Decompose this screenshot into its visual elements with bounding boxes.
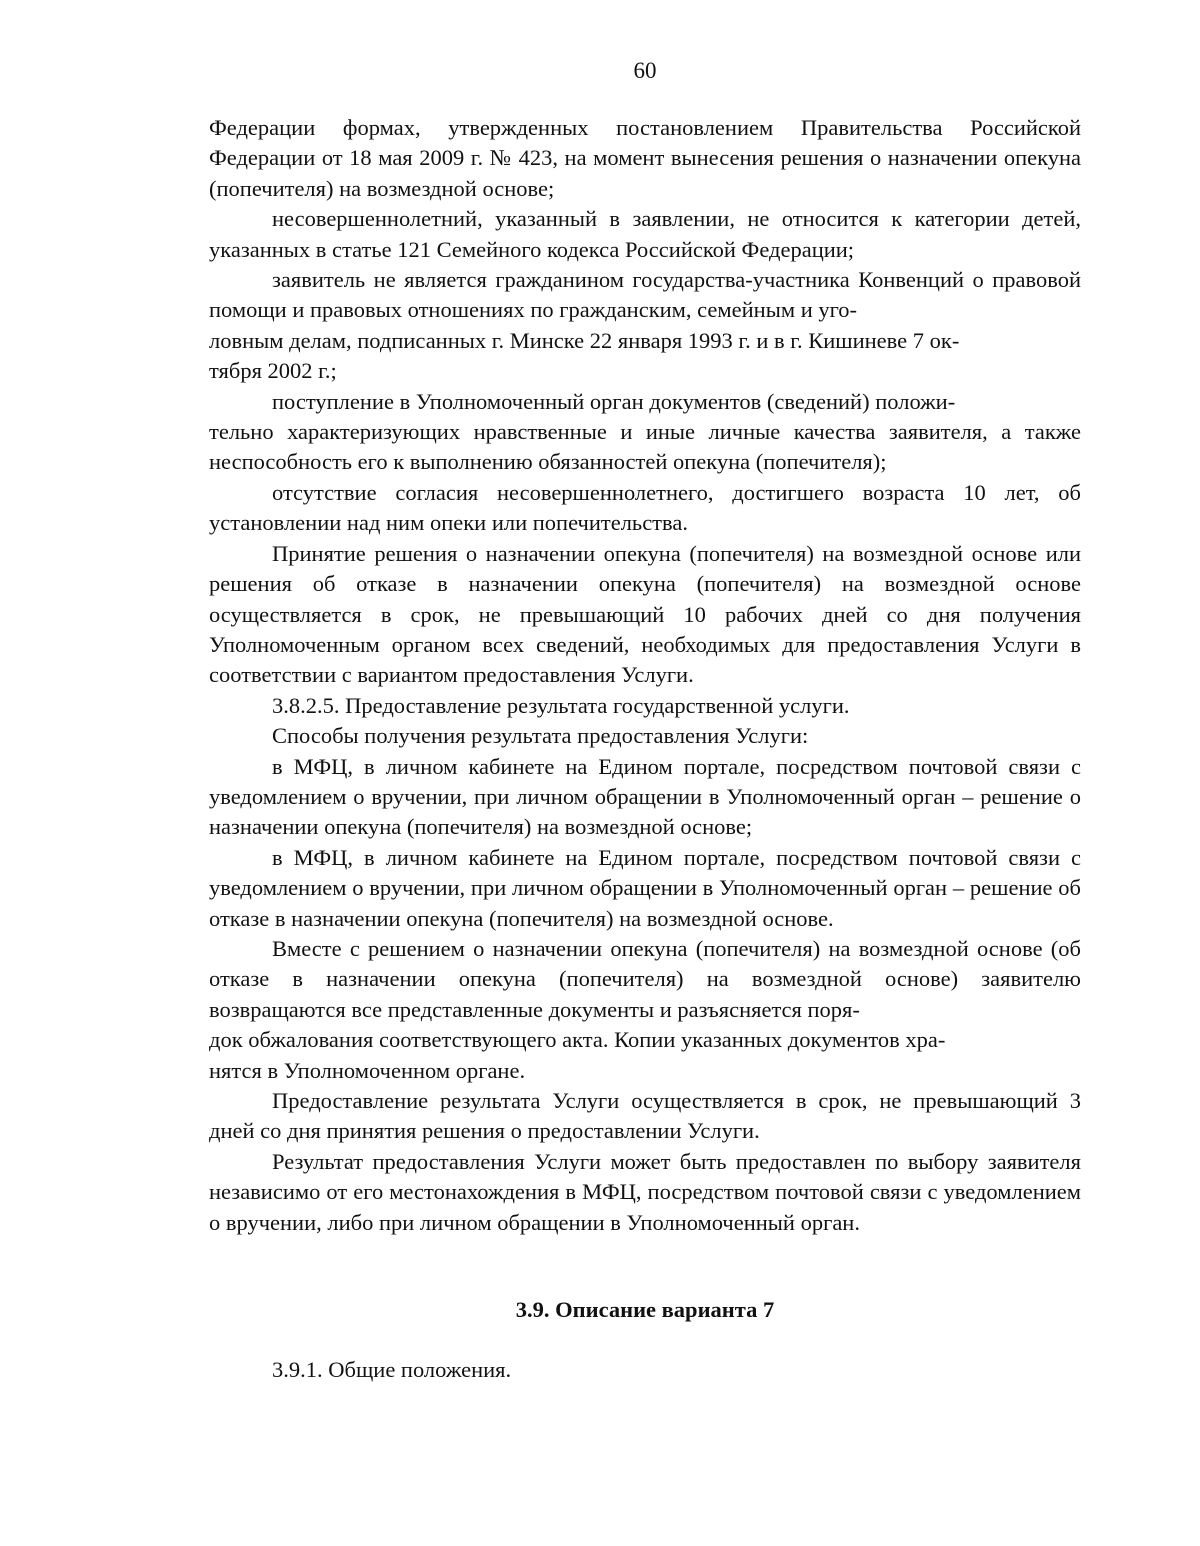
paragraph: Принятие решения о назначении опекуна (попечителя) на возмездной основе или решения об отказе в назначении опекуна (попечителя) на возмездной основе осуществляется в срок, не превышающий 10 рабочих дней со дня получения Уполномоченным органом всех сведений, необходимых для предоставления Услуги в соответствии с вариантом предоставления Услуги. (209, 540, 1081, 688)
page-number: 60 (633, 58, 657, 83)
subsection-heading: 3.9.1. Общие положения. (272, 1357, 512, 1382)
paragraph: поступление в Уполномоченный орган документов (сведений) положи- тельно характеризующих нравственные и иные личные качества заявителя, а также неспособность его к выполнению обязанностей опекуна (попечителя); (209, 388, 1081, 475)
paragraph: заявитель не является гражданином государства-участника Конвенций о правовой помощи и правовых отношениях по гражданским, семейным и уго- ловным делам, подписанных г. Минске 22 января 1993 г. и в г. Кишиневе 7 ок- тября 2002 г.; (209, 267, 1081, 384)
paragraph: в МФЦ, в личном кабинете на Едином портале, посредством почтовой связи с уведомлением о вручении, при личном обращении в Уполномоченный орган – решение об отказе в назначении опекуна (попечителя) на возмездной основе. (209, 844, 1081, 931)
paragraph: Вместе с решением о назначении опекуна (попечителя) на возмездной основе (об отказе в назначении опекуна (попечителя) на возмездной основе) заявителю возвращаются все представленные документы и разъясняется поря- док обжалования соответствующего акта. Копии указанных документов хра- нятся в Уполномоченном органе. (209, 935, 1081, 1083)
paragraph: Предоставление результата Услуги осуществляется в срок, не превышающий 3 дней со дня принятия решения о предоставлении Услуги. (209, 1088, 1081, 1144)
paragraph: в МФЦ, в личном кабинете на Едином портале, посредством почтовой связи с уведомлением о вручении, при личном обращении в Уполномоченный орган – решение о назначении опекуна (попечителя) на возмездной основе; (209, 753, 1081, 840)
paragraph: несовершеннолетний, указанный в заявлении, не относится к категории детей, указанных в статье 121 Семейного кодекса Российской Федерации; (209, 206, 1081, 262)
section-heading: 3.9. Описание варианта 7 (515, 1297, 775, 1322)
paragraph: Способы получения результата предоставления Услуги: (272, 723, 809, 749)
paragraph: Федерации формах, утвержденных постановлением Правительства Российской Федерации от 18 мая 2009 г. № 423, на момент вынесения решения о назначении опекуна (попечителя) на возмездной основе; (209, 115, 1081, 201)
body-text (209, 113, 1081, 1238)
paragraph: отсутствие согласия несовершеннолетнего, достигшего возраста 10 лет, об установлении над ним опеки или попечительства. (209, 479, 1081, 536)
paragraph: Результат предоставления Услуги может быть предоставлен по выбору заявителя независимо от его местонахождения в МФЦ, посредством почтовой связи с уведомлением о вручении, либо при личном обращении в Уполномоченный орган. (209, 1148, 1081, 1235)
paragraph: 3.8.2.5. Предоставление результата государственной услуги. (272, 692, 850, 718)
